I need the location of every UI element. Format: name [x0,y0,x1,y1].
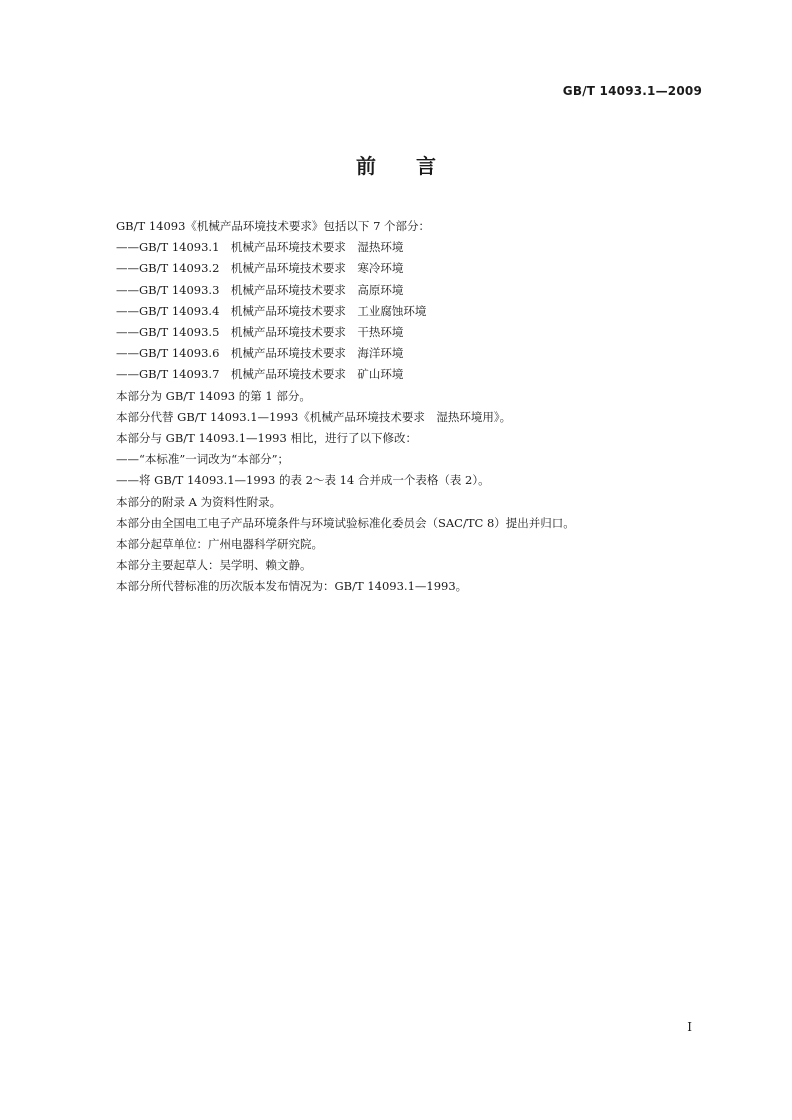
list-item-change-1: ——“本标准”一词改为“本部分”； [116,452,290,467]
list-item-part-3: ——GB/T 14093.3 机械产品环境技术要求 高原环境 [116,282,404,297]
paragraph-appendix: 本部分的附录 A 为资料性附录。 [116,494,282,509]
list-item-part-2: ——GB/T 14093.2 机械产品环境技术要求 寒冷环境 [116,261,404,276]
list-item-part-5: ——GB/T 14093.5 机械产品环境技术要求 干热环境 [116,325,404,340]
list-item-change-2: ——将 GB/T 14093.1—1993 的表 2～表 14 合并成一个表格（表 2）。 [116,473,490,488]
paragraph-history: 本部分所代替标准的历次版本发布情况为：GB/T 14093.1—1993。 [116,579,468,594]
standard-code: GB/T 14093.1—2009 [562,84,702,98]
list-item-part-1: ——GB/T 14093.1 机械产品环境技术要求 湿热环境 [116,240,404,255]
foreword-body [116,216,706,598]
list-item-part-4: ——GB/T 14093.4 机械产品环境技术要求 工业腐蚀环境 [116,303,427,318]
page-number: I [687,1020,692,1034]
paragraph-drafters: 本部分主要起草人：吴学明、赖文静。 [116,558,312,573]
paragraph-part-statement: 本部分为 GB/T 14093 的第 1 部分。 [116,388,311,403]
page-title: 前言 [356,154,476,178]
list-item-part-6: ——GB/T 14093.6 机械产品环境技术要求 海洋环境 [116,346,404,361]
list-item-part-7: ——GB/T 14093.7 机械产品环境技术要求 矿山环境 [116,367,404,382]
paragraph-proposer: 本部分由全国电工电子产品环境条件与环境试验标准化委员会（SAC/TC 8）提出并归口。 [116,515,575,530]
intro-line: GB/T 14093《机械产品环境技术要求》包括以下 7 个部分： [116,219,431,233]
paragraph-replaces: 本部分代替 GB/T 14093.1—1993《机械产品环境技术要求 湿热环境用》。 [116,409,512,424]
paragraph-drafting-unit: 本部分起草单位：广州电器科学研究院。 [116,537,323,552]
paragraph-changes-intro: 本部分与 GB/T 14093.1—1993 相比，进行了以下修改： [116,431,417,446]
